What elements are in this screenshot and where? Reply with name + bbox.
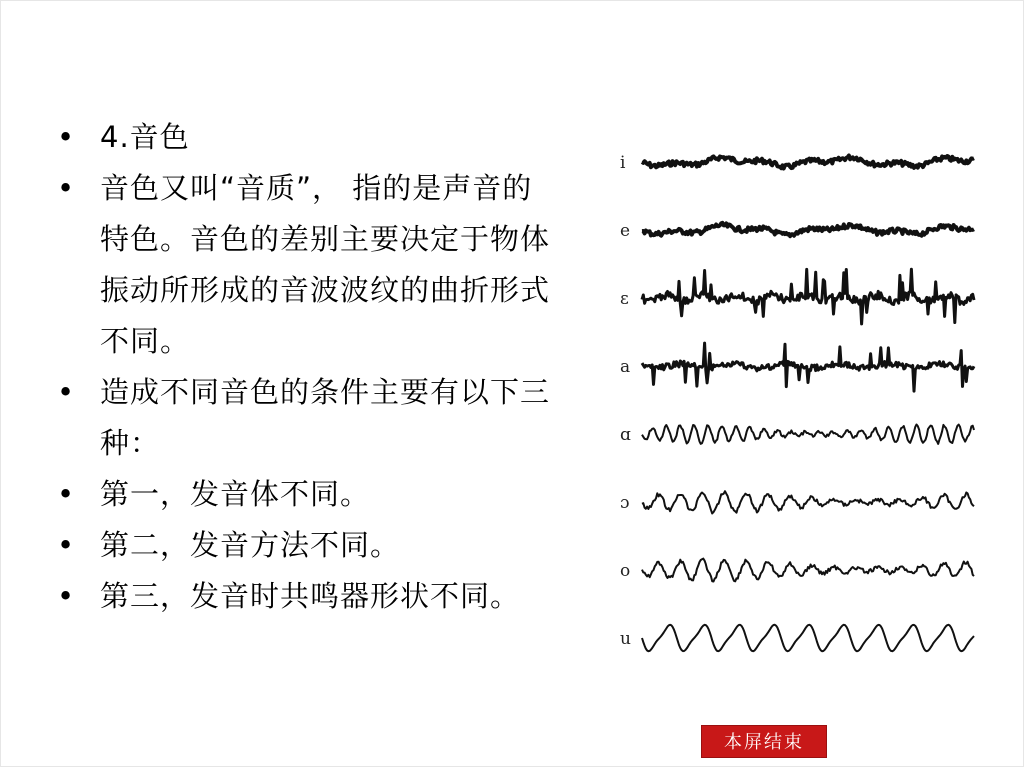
bullet-text: 造成不同音色的条件主要有以下三种： [100, 375, 551, 460]
bullet-text: 第一，发音体不同。 [100, 477, 371, 511]
bullet-item [56, 163, 576, 367]
waveform-label: u [620, 629, 631, 649]
bullet-text: 第二，发音方法不同。 [100, 528, 401, 562]
waveform-svg [612, 140, 984, 660]
bullet-item [56, 112, 576, 163]
waveform-line [642, 425, 974, 444]
bullet-item [56, 367, 576, 469]
waveform-line [642, 269, 974, 324]
bullet-item [56, 469, 576, 520]
bullet-dot: • [56, 171, 76, 205]
bullet-text: 4.音色 [100, 120, 190, 154]
waveform-line [642, 559, 974, 582]
waveform-label: a [620, 357, 631, 377]
waveform-label: o [620, 561, 631, 581]
waveform-label: i [620, 153, 626, 173]
bullet-dot: • [56, 375, 76, 409]
bullet-dot: • [56, 579, 76, 613]
waveform-line [642, 156, 974, 169]
bullet-dot: • [56, 120, 76, 154]
bullet-list [56, 112, 576, 622]
waveform-line [642, 223, 974, 236]
bullet-text: 音色又叫“音质”， 指的是声音的特色。音色的差别主要决定于物体振动所形成的音波波纹的曲折形式不同。 [100, 171, 551, 358]
bullet-item [56, 571, 576, 622]
waveform-line [642, 491, 974, 513]
end-screen-button[interactable]: 本屏结束 [701, 725, 827, 758]
bullet-text: 第三，发音时共鸣器形状不同。 [100, 579, 521, 613]
bullet-dot: • [56, 528, 76, 562]
waveform-label: e [620, 221, 631, 241]
waveform-line [642, 343, 974, 391]
waveform-figure [612, 140, 984, 660]
waveform-label: ɛ [620, 289, 629, 309]
bullet-item [56, 520, 576, 571]
bullet-dot: • [56, 477, 76, 511]
waveform-label: ɑ [620, 425, 631, 445]
waveform-label: ɔ [620, 493, 630, 513]
waveform-line [642, 625, 974, 651]
